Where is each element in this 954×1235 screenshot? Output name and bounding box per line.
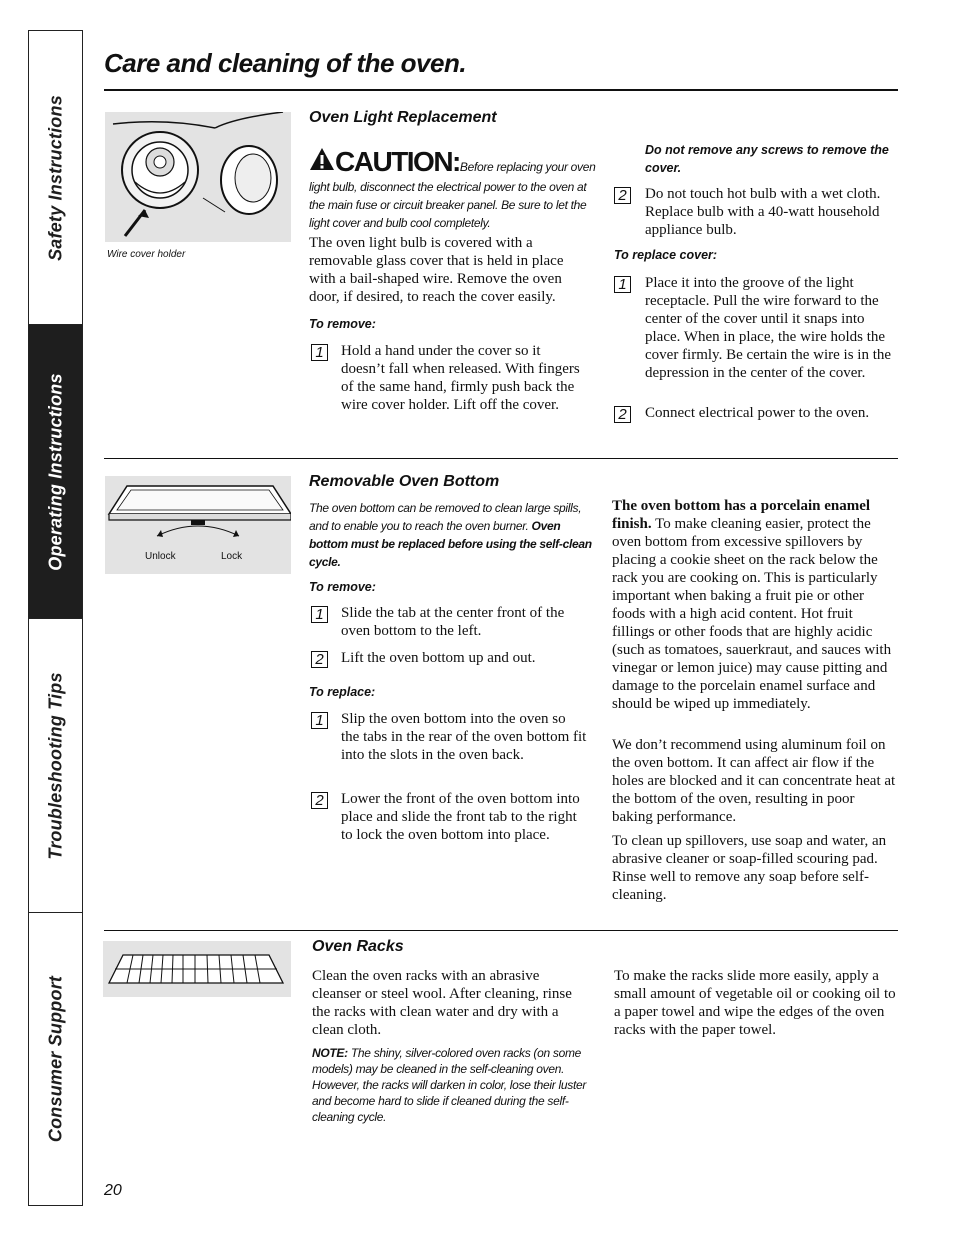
tab-label: Safety Instructions xyxy=(45,94,65,261)
bottom-intro xyxy=(309,499,593,571)
lock-label: Lock xyxy=(221,551,243,562)
step-number: 2 xyxy=(311,792,328,809)
section-heading-light: Oven Light Replacement xyxy=(309,109,497,126)
step-number: 1 xyxy=(311,344,328,361)
section-heading-bottom: Removable Oven Bottom xyxy=(309,473,500,490)
note-label: NOTE: xyxy=(312,1046,348,1060)
bottom-intro-text: The oven bottom can be removed to clean large spills, and to enable you to reach the oven burner. xyxy=(309,501,582,533)
tab-label: Operating Instructions xyxy=(45,372,65,571)
racks-paragraph-1: Clean the oven racks with an abrasive cleanser or steel wool. After cleaning, rinse the racks with clean water and dry with a clean cloth. xyxy=(312,968,572,1038)
tab-label: Troubleshooting Tips xyxy=(45,671,65,860)
step-number: 2 xyxy=(614,187,631,204)
bottom-intro-bold: Oven bottom must be replaced before using the self-clean cycle. xyxy=(309,519,592,569)
porcelain-finish-bold: The oven bottom has a porcelain enamel finish. xyxy=(612,498,871,532)
oven-bottom-illustration xyxy=(105,476,291,574)
tab-operating-instructions[interactable] xyxy=(29,325,82,619)
caution-block xyxy=(309,146,597,232)
caution-word: CAUTION: xyxy=(335,146,460,177)
porcelain-finish-paragraph xyxy=(612,497,898,713)
foil-paragraph: We don’t recommend using aluminum foil on the oven bottom. It can affect air flow if the holes are blocked and it can concentrate heat at the bottom of the oven, resulting in poor baking performance. xyxy=(612,737,896,825)
caution-text: Before replacing your oven light bulb, disconnect the electrical power to the oven at the main fuse or circuit breaker panel. Be sure to let the light cover and bulb cool completely. xyxy=(309,160,596,230)
oven-bottom-figure xyxy=(105,476,291,574)
step-text: Lift the oven bottom up and out. xyxy=(341,650,536,666)
racks-note xyxy=(312,1045,587,1125)
step-text: Connect electrical power to the oven. xyxy=(645,405,870,421)
section-divider xyxy=(104,930,898,931)
step-number: 2 xyxy=(614,406,631,423)
porcelain-finish-text: To make cleaning easier, protect the oven bottom from excessive spillovers by placing a cookie sheet on the rack below the rack you are cooking on. This is particularly important when baking a fruit pie or other foods with a high acid content. Hot fruit fillings or other foods that are highly acidic (such as tomatoes, sauerkraut, and sauces with vinegar or lemon juice) may cause pitting and damage to the porcelain enamel surface and should be wiped up immediately. xyxy=(612,516,892,712)
step-number: 1 xyxy=(614,276,631,293)
section-divider xyxy=(104,458,898,459)
unlock-label: Unlock xyxy=(145,551,176,562)
step-text: Slide the tab at the center front of the oven bottom to the left. xyxy=(341,605,565,639)
step-text: Place it into the groove of the light receptacle. Pull the wire forward to the center of the cover until it snaps into place. When in place, the wire holds the cover firmly. Be certain the wire is in the depression in the center of the cover. xyxy=(645,275,892,381)
step-number: 1 xyxy=(311,606,328,623)
step-text: Hold a hand under the cover so it doesn’t fall when released. With fingers of the same hand, firmly push back the wire cover holder. Lift off the cover. xyxy=(341,343,580,413)
light-figure xyxy=(105,112,291,242)
oven-rack-figure xyxy=(103,941,291,997)
remove-label: To remove: xyxy=(309,317,376,331)
note-text: The shiny, silver-colored oven racks (on some models) may be cleaned in the self-cleaning oven. However, the racks will darken in color, lose their luster and become hard to slide if cleaned during the self-cleaning cycle. xyxy=(312,1046,587,1124)
step-text: Lower the front of the oven bottom into place and slide the front tab to the right to lock the oven bottom into place. xyxy=(341,791,580,843)
tab-label: Consumer Support xyxy=(45,975,65,1143)
step-number: 2 xyxy=(311,651,328,668)
tab-consumer-support[interactable] xyxy=(29,913,82,1205)
figure-caption: Wire cover holder xyxy=(107,249,186,260)
oven-rack-illustration xyxy=(103,941,291,997)
step-text: Do not touch hot bulb with a wet cloth. Replace bulb with a 40-watt household appliance bulb. xyxy=(645,186,881,238)
replace-cover-label: To replace cover: xyxy=(614,248,718,262)
light-intro: The oven light bulb is covered with a removable glass cover that is held in place with a bail-shaped wire. Remove the oven door, if desired, to reach the cover easily. xyxy=(309,235,564,305)
page-number: 20 xyxy=(104,1182,122,1199)
warning-triangle-icon xyxy=(309,147,335,176)
spillover-paragraph: To clean up spillovers, use soap and water, an abrasive cleaner or soap-filled scouring pad. Rinse well to remove any soap before self-cleaning. xyxy=(612,833,887,903)
oven-light-illustration xyxy=(105,112,291,242)
tab-safety-instructions[interactable] xyxy=(29,31,82,325)
sidebar-tabs xyxy=(28,30,83,1206)
screws-note: Do not remove any screws to remove the cover. xyxy=(645,143,889,175)
bottom-remove-label: To remove: xyxy=(309,580,376,594)
step-text: Slip the oven bottom into the oven so the tabs in the rear of the oven bottom fit into the slots in the oven back. xyxy=(341,711,587,763)
tab-troubleshooting-tips[interactable] xyxy=(29,619,82,913)
title-rule xyxy=(104,89,898,91)
bottom-replace-label: To replace: xyxy=(309,685,376,699)
page-title: Care and cleaning of the oven. xyxy=(104,48,467,78)
step-number: 1 xyxy=(311,712,328,729)
racks-paragraph-2: To make the racks slide more easily, apply a small amount of vegetable oil or cooking oil to a paper towel and wipe the edges of the oven racks with the paper towel. xyxy=(614,968,896,1038)
section-heading-racks: Oven Racks xyxy=(312,938,404,955)
